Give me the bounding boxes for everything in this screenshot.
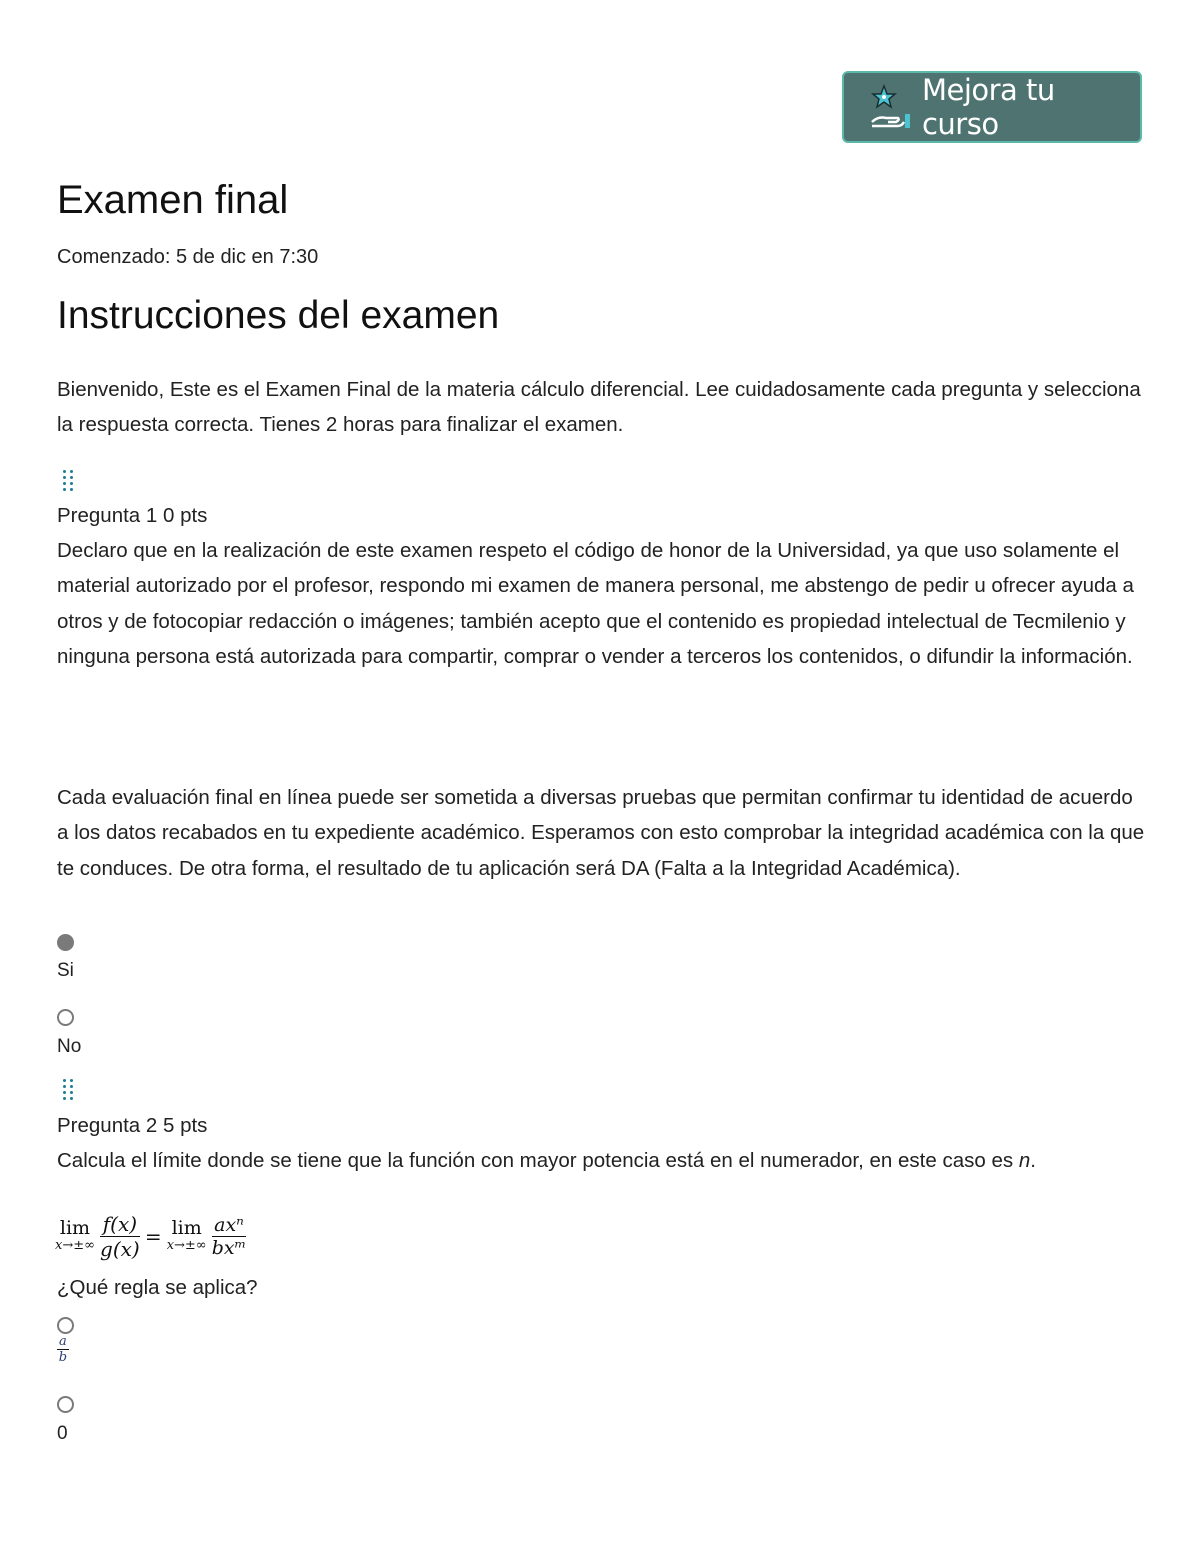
question-2-text-main: Calcula el límite donde se tiene que la función con mayor potencia está en el numerador, en este caso es — [57, 1149, 1019, 1172]
question-2-var: n — [1018, 1149, 1031, 1172]
drag-handle-icon[interactable] — [63, 470, 77, 492]
option-denominator: b — [58, 1350, 68, 1365]
lhs-denominator: g(x) — [100, 1237, 140, 1261]
question-2-prompt: ¿Qué regla se aplica? — [57, 1276, 258, 1299]
option-zero-radio[interactable] — [57, 1396, 74, 1413]
option-a-over-b-label[interactable] — [57, 1334, 69, 1365]
option-zero-label[interactable]: 0 — [57, 1423, 68, 1444]
drag-handle-icon[interactable] — [63, 1079, 77, 1101]
instructions-heading: Instrucciones del examen — [57, 294, 500, 337]
option-no-radio[interactable] — [57, 1009, 74, 1026]
question-2-text — [57, 1143, 1147, 1178]
question-2-header: Pregunta 2 5 pts — [57, 1114, 208, 1137]
improve-course-label: Mejora tu curso — [921, 73, 1055, 141]
question-1-text: Declaro que en la realización de este examen respeto el código de honor de la Universidad, ya que uso solamente el material autorizado por el profesor, respondo mi examen de manera personal, me abstengo de pedir u ofrecer ayuda a otros y de fotocopiar redacción o imágenes; también acepto que el contenido es propiedad intelectual de Tecmilenio y ninguna persona está autorizada para compartir, comprar o vender a terceros los contenidos, o difundir la información. — [57, 539, 1134, 668]
option-a-over-b-radio[interactable] — [57, 1317, 74, 1334]
lim-subscript: x→±∞ — [166, 1237, 207, 1253]
question-1-integrity-text: Cada evaluación final en línea puede ser sometida a diversas pruebas que permitan confirmar tu identidad de acuerdo a los datos recabados en tu expediente académico. Esperamos con esto comprobar la integridad académica con la que te conduces. De otra forma, el resultado de tu aplicación será DA (Falta a la Integridad Académica). — [57, 786, 1145, 880]
lhs-numerator: f(x) — [100, 1212, 140, 1237]
page-title: Examen final — [57, 178, 289, 222]
option-no-label[interactable]: No — [57, 1036, 82, 1057]
improve-course-button[interactable] — [842, 71, 1142, 143]
question-1-header: Pregunta 1 0 pts — [57, 504, 208, 527]
option-si-label[interactable]: Si — [57, 960, 74, 981]
option-si-radio[interactable] — [57, 934, 74, 951]
instructions-text: Bienvenido, Este es el Examen Final de la materia cálculo diferencial. Lee cuidadosamente cada pregunta y selecciona la respuesta correcta. Tienes 2 horas para finalizar el examen. — [57, 378, 1141, 437]
question-2-text-end: . — [1030, 1149, 1036, 1172]
lim-subscript: x→±∞ — [55, 1237, 95, 1253]
star-hand-icon — [870, 84, 914, 130]
lim-label: lim — [59, 1216, 91, 1239]
rhs-denominator: bxᵐ — [211, 1237, 247, 1259]
lim-label: lim — [171, 1216, 202, 1239]
limit-formula — [55, 1212, 246, 1261]
option-numerator: a — [59, 1334, 67, 1349]
rhs-numerator: axⁿ — [212, 1214, 247, 1237]
started-timestamp: Comenzado: 5 de dic en 7:30 — [57, 246, 319, 268]
equals-sign: = — [144, 1224, 162, 1249]
